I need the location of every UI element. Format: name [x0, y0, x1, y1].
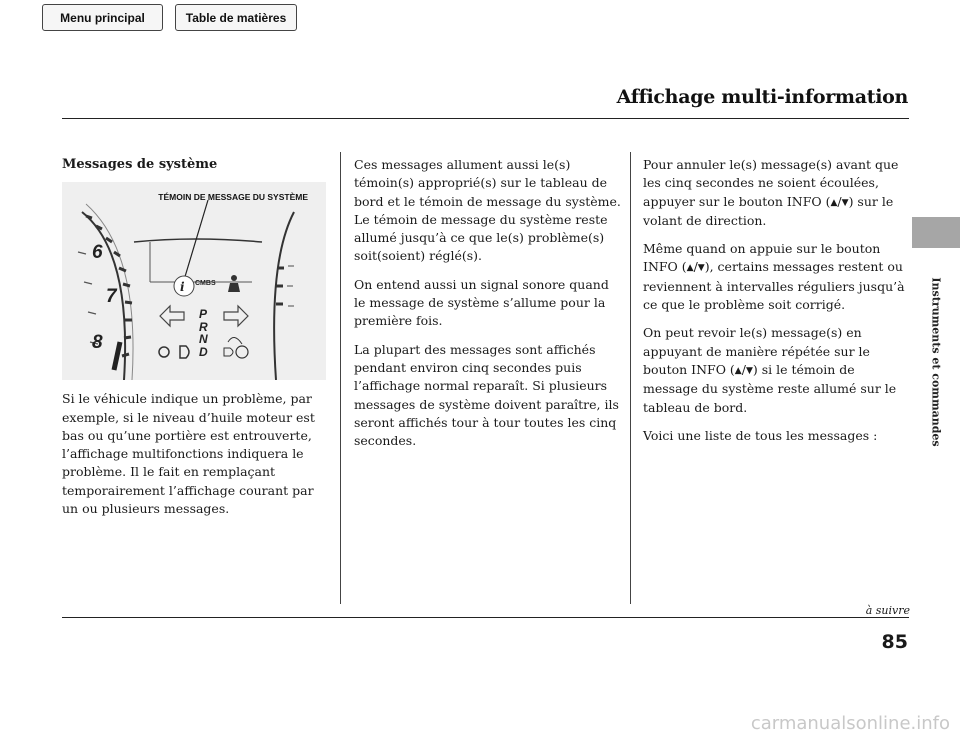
body-paragraph: Pour annuler le(s) message(s) avant que les cinq secondes ne soient écoulées, appuyer sur le bouton INFO (▲/▼) sur le volant de direction. [643, 157, 899, 228]
arrow-down-icon: ▼ [745, 365, 753, 376]
column-3 [643, 156, 908, 455]
section-title: Affichage multi-information [616, 86, 908, 108]
gauge-number: 8 [92, 332, 103, 354]
page-number: 85 [881, 631, 908, 653]
chapter-tab [912, 217, 960, 248]
body-paragraph: Si le véhicule indique un problème, par exemple, si le niveau d’huile moteur est bas ou qu’une portière est entrouverte, l’affichage multifonctions indiquera le problème. Il le fait en remplaçant temporairement l’affichage courant par un ou plusieurs messages. [62, 391, 315, 517]
chapter-label: Instruments et commandes [929, 277, 943, 447]
body-paragraph: On peut revoir le(s) message(s) en appuyant de manière répétée sur le bouton INFO (▲/▼) si le témoin de message du système reste allumé sur le tableau de bord. [643, 325, 897, 415]
arrow-up-icon: ▲ [686, 263, 694, 274]
arrow-up-icon: ▲ [734, 365, 742, 376]
gear-letter: R [199, 319, 208, 334]
body-paragraph: La plupart des messages sont affichés pendant environ cinq secondes puis l’affichage normal reparaît. Si plusieurs messages de système doivent paraître, ils seront affichés tour à tour toutes les cinq secondes. [354, 341, 619, 449]
body-paragraph: On entend aussi un signal sonore quand le message de système s’allume pour la première fois. [354, 276, 609, 329]
column-divider [340, 152, 341, 604]
continued-note: à suivre [865, 604, 910, 617]
gauge-number: 6 [92, 242, 103, 264]
arrow-down-icon: ▼ [697, 263, 705, 274]
gauge-number: 7 [106, 286, 117, 308]
system-message-indicator-callout: TÉMOIN DE MESSAGE DU SYSTÈME [158, 192, 308, 203]
info-icon: i [180, 280, 185, 295]
cmbs-indicator: CMBS [195, 280, 216, 288]
column-2 [354, 156, 622, 460]
arrow-down-icon: ▼ [841, 197, 849, 208]
body-paragraph: Même quand on appuie sur le bouton INFO (▲/▼), certains messages restent ou reviennent à intervalles réguliers jusqu’à ce que le problème soit corrigé. [643, 241, 905, 313]
header-rule [62, 118, 909, 119]
table-of-contents-button[interactable]: Table de matières [175, 4, 297, 31]
watermark: carmanualsonline.info [750, 713, 950, 734]
main-menu-button[interactable]: Menu principal [42, 4, 163, 31]
footer-rule [62, 617, 909, 618]
gear-letter: N [199, 332, 208, 347]
body-paragraph: Voici une liste de tous les messages : [643, 427, 878, 443]
gear-letter: D [199, 344, 208, 359]
gear-position-indicator [199, 308, 208, 358]
column-1 [62, 156, 332, 528]
gear-letter: P [199, 307, 208, 322]
arrow-up-icon: ▲ [830, 197, 838, 208]
instrument-panel-figure [62, 182, 326, 380]
subheading: Messages de système [62, 157, 218, 172]
body-paragraph: Ces messages allument aussi le(s) témoin(s) approprié(s) sur le tableau de bord et le témoin de message du système. Le témoin de message du système reste allumé jusqu’à ce que le(s) problème(s) soit(soient) réglé(s). [354, 157, 621, 264]
column-divider [630, 152, 631, 604]
